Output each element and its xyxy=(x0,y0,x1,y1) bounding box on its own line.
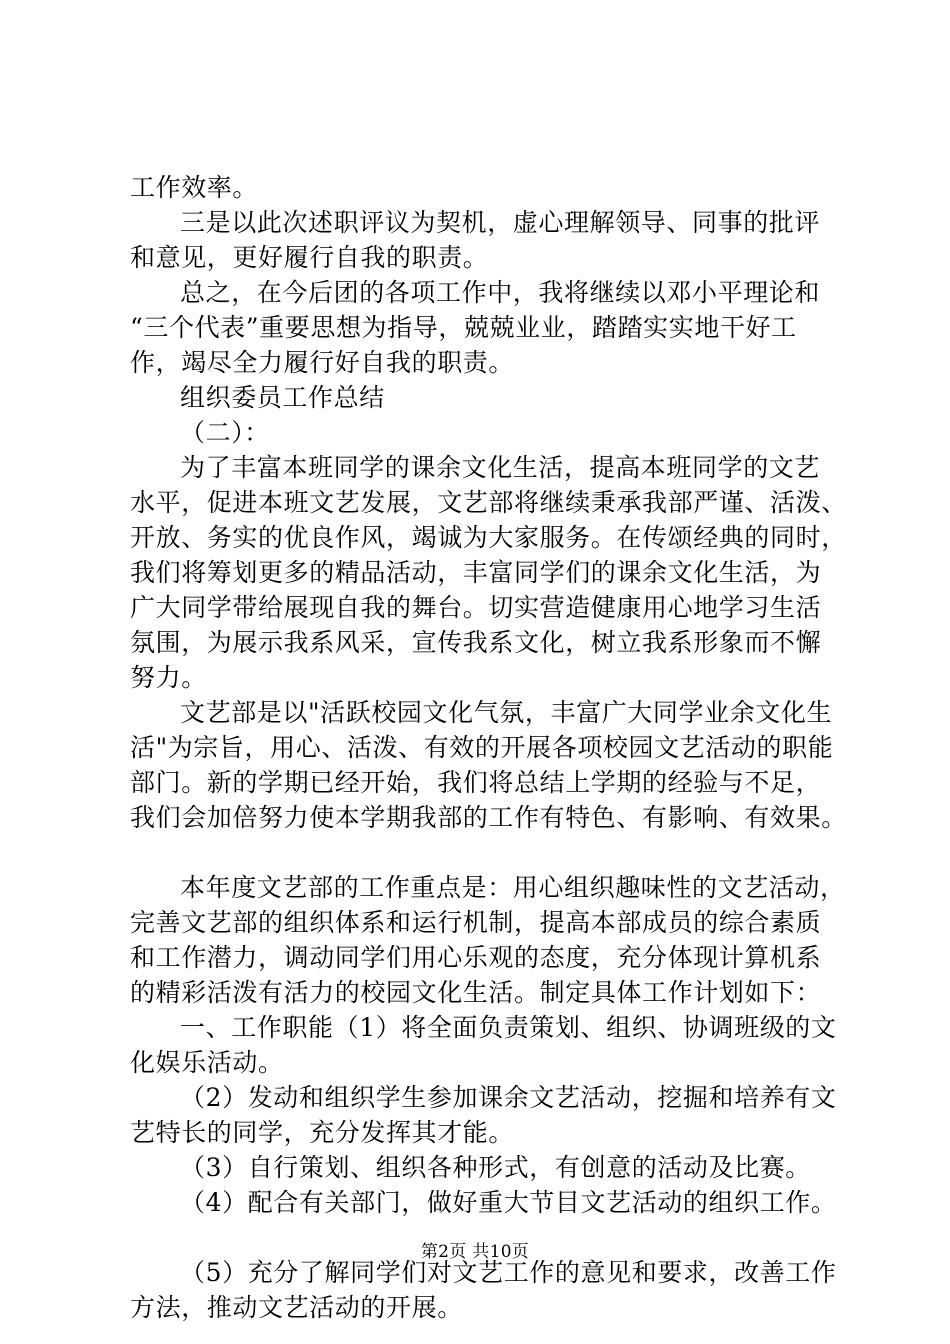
paragraph-gap xyxy=(130,835,850,870)
section-subheading: （二）： xyxy=(180,418,270,447)
text-line: 我们会加倍努力使本学期我部的工作有特色、有影响、有效果。 xyxy=(130,803,847,832)
paragraph-start: 文艺部是以"活跃校园文化气氛，丰富广大同学业余文化生 xyxy=(180,698,833,727)
text-line: “三个代表”重要思想为指导，兢兢业业，踏踏实实地干好工 xyxy=(130,313,797,342)
text-line: 艺特长的同学，充分发挥其才能。 xyxy=(130,1118,515,1147)
text-line: 工作效率。 xyxy=(130,173,259,202)
paragraph-start: 三是以此次述职评议为契机，虚心理解领导、同事的批评 xyxy=(180,208,821,237)
text-line: 我们将筹划更多的精品活动，丰富同学们的课余文化生活，为 xyxy=(130,558,822,587)
list-item-start: （4）配合有关部门，做好重大节目文艺活动的组织工作。 xyxy=(180,1188,837,1217)
text-line: 化娱乐活动。 xyxy=(130,1048,284,1077)
paragraph-start: 为了丰富本班同学的课余文化生活，提高本班同学的文艺 xyxy=(180,453,821,482)
text-line: 活"为宗旨，用心、活泼、有效的开展各项校园文艺活动的职能 xyxy=(130,733,834,762)
text-line: 和意见，更好履行自我的职责。 xyxy=(130,243,489,272)
text-line: 作，竭尽全力履行好自我的职责。 xyxy=(130,348,515,377)
text-line: 努力。 xyxy=(130,663,207,692)
text-line: 完善文艺部的组织体系和运行机制，提高本部成员的综合素质 xyxy=(130,908,822,937)
paragraph-start: 总之，在今后团的各项工作中，我将继续以邓小平理论和 xyxy=(180,278,821,307)
list-item-start: （3）自行策划、组织各种形式，有创意的活动及比赛。 xyxy=(180,1153,811,1182)
text-line: 和工作潜力，调动同学们用心乐观的态度，充分体现计算机系 xyxy=(130,943,822,972)
text-line: 的精彩活泼有活力的校园文化生活。制定具体工作计划如下： xyxy=(130,978,822,1007)
document-body xyxy=(130,170,850,1325)
text-line: 氛围，为展示我系风采，宣传我系文化，树立我系形象而不懈 xyxy=(130,628,822,657)
paragraph-start: 一、工作职能（1）将全面负责策划、组织、协调班级的文 xyxy=(180,1013,837,1042)
text-line: 方法，推动文艺活动的开展。 xyxy=(130,1293,463,1322)
text-line: 部门。新的学期已经开始，我们将总结上学期的经验与不足， xyxy=(130,768,822,797)
text-line: 开放、务实的优良作风，竭诚为大家服务。在传颂经典的同时， xyxy=(130,523,847,552)
page-number-footer: 第2页 共10页 xyxy=(420,1242,530,1262)
section-heading: 组织委员工作总结 xyxy=(180,383,385,412)
list-item-start: （2）发动和组织学生参加课余文艺活动，挖掘和培养有文 xyxy=(180,1083,837,1112)
paragraph-start: 本年度文艺部的工作重点是：用心组织趣味性的文艺活动， xyxy=(180,873,846,902)
list-item-start: （5）充分了解同学们对文艺工作的意见和要求，改善工作 xyxy=(180,1258,837,1287)
text-line: 水平，促进本班文艺发展，文艺部将继续秉承我部严谨、活泼、 xyxy=(130,488,847,517)
text-line: 广大同学带给展现自我的舞台。切实营造健康用心地学习生活 xyxy=(130,593,822,622)
